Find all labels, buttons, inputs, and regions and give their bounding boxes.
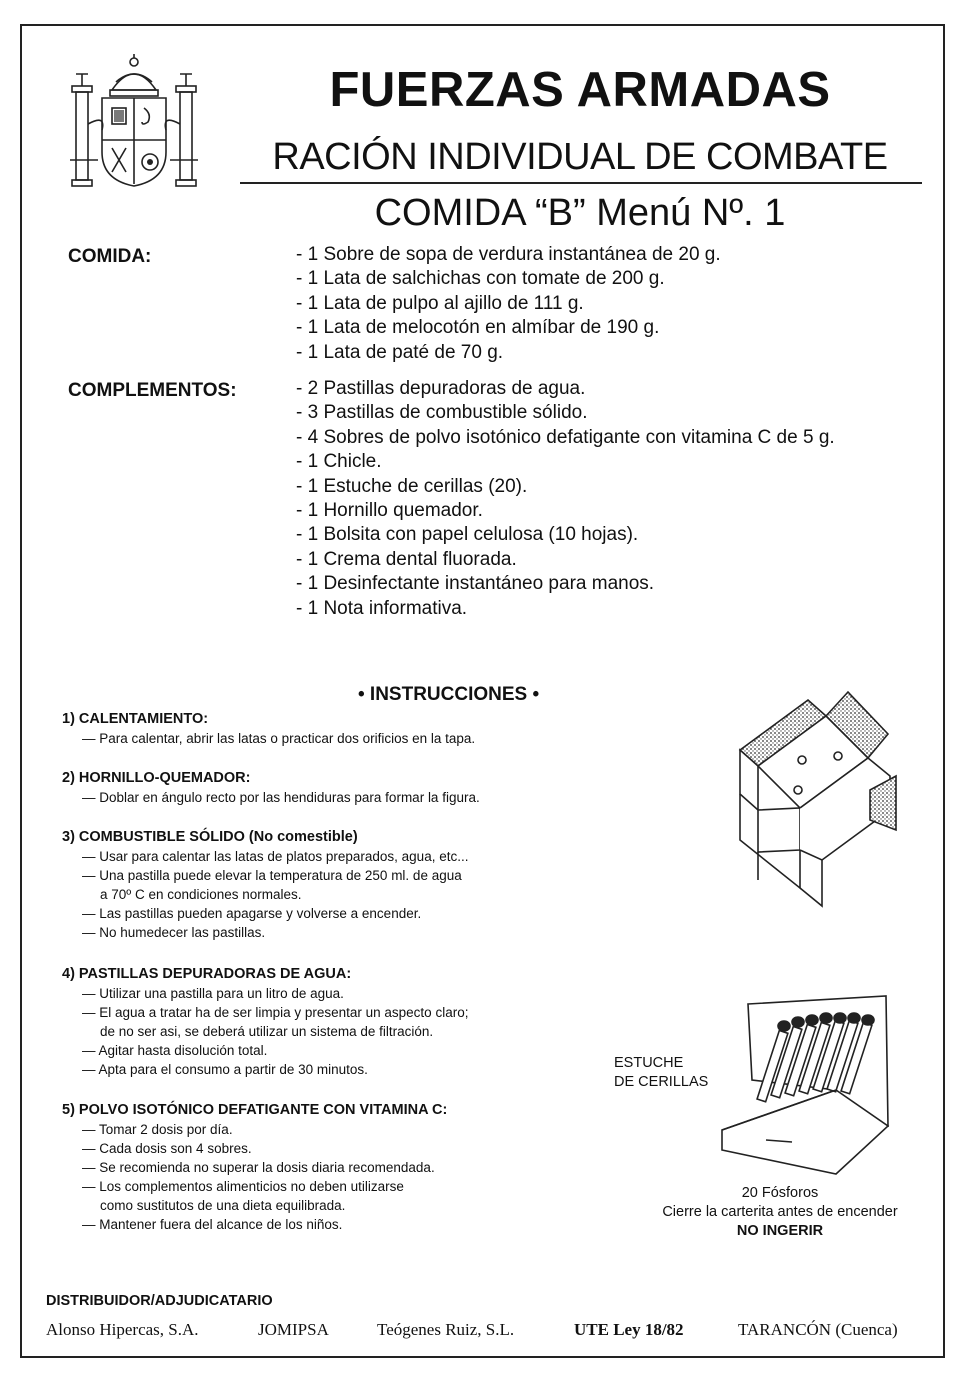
matchbox-caption — [630, 1184, 930, 1241]
instruction-line: — El agua a tratar ha de ser limpia y presentar un aspecto claro; — [82, 1005, 469, 1020]
company-name: Teógenes Ruiz, S.L. — [377, 1320, 515, 1339]
instruction-section — [62, 769, 602, 807]
instruction-line: — Una pastilla puede elevar la temperatura de 250 ml. de agua — [82, 868, 462, 883]
instruction-section — [62, 1101, 602, 1234]
page-title: FUERZAS ARMADAS — [329, 63, 831, 117]
list-item: - 1 Sobre de sopa de verdura instantánea de 20 g. — [296, 244, 721, 265]
comida-label: COMIDA: — [68, 246, 152, 267]
instruction-heading: 5) POLVO ISOTÓNICO DEFATIGANTE CON VITAMINA C: — [62, 1102, 448, 1118]
instruction-line: como sustitutos de una dieta equilibrada. — [100, 1198, 346, 1213]
instruction-heading: 4) PASTILLAS DEPURADORAS DE AGUA: — [62, 966, 352, 982]
instruction-heading: 1) CALENTAMIENTO: — [62, 711, 209, 727]
instructions-title: • INSTRUCCIONES • — [358, 684, 540, 705]
complementos-label: COMPLEMENTOS: — [68, 380, 237, 401]
instruction-line: — Se recomienda no superar la dosis diaria recomendada. — [82, 1160, 435, 1175]
list-item: - 1 Lata de melocotón en almíbar de 190 g. — [296, 317, 660, 339]
match-count: 20 Fósforos — [741, 1185, 819, 1201]
list-item: - 2 Pastillas depuradoras de agua. — [296, 378, 586, 399]
company-name: UTE Ley 18/82 — [574, 1320, 684, 1339]
stove-illustration-icon — [730, 680, 900, 910]
instruction-line: — Tomar 2 dosis por día. — [82, 1122, 233, 1137]
match-warning: NO INGERIR — [736, 1223, 824, 1239]
instruction-line: — Para calentar, abrir las latas o practicar dos orificios en la tapa. — [82, 731, 476, 746]
instruction-line: de no ser asi, se deberá utilizar un sistema de filtración. — [100, 1024, 434, 1039]
list-item: - 3 Pastillas de combustible sólido. — [296, 402, 588, 424]
comida-list — [296, 243, 721, 365]
matchbox-label-line: DE CERILLAS — [614, 1074, 709, 1090]
page-subtitle: RACIÓN INDIVIDUAL DE COMBATE — [272, 136, 888, 178]
list-item: - 1 Lata de salchichas con tomate de 200 g. — [296, 268, 665, 290]
instruction-section — [62, 828, 602, 942]
matchbox-label-line: ESTUCHE — [614, 1055, 684, 1071]
list-item: - 1 Lata de pulpo al ajillo de 111 g. — [296, 292, 584, 314]
instruction-line: — Las pastillas pueden apagarse y volverse a encender. — [82, 906, 422, 921]
list-item: - 1 Crema dental fluorada. — [296, 548, 517, 570]
instruction-line: — Apta para el consumo a partir de 30 minutos. — [82, 1062, 368, 1077]
instruction-line: — Los complementos alimenticios no deben utilizarse — [82, 1179, 404, 1194]
menu-title: COMIDA “B” Menú Nº. 1 — [374, 192, 786, 234]
company-name: Alonso Hipercas, S.A. — [46, 1320, 199, 1339]
list-item: - 1 Hornillo quemador. — [296, 500, 483, 522]
instruction-line: — Mantener fuera del alcance de los niños. — [82, 1217, 343, 1232]
matchbox-illustration-icon — [712, 990, 902, 1180]
instruction-heading: 2) HORNILLO-QUEMADOR: — [62, 770, 251, 786]
instruction-line: — No humedecer las pastillas. — [82, 925, 266, 940]
instruction-line: a 70º C en condiciones normales. — [100, 887, 302, 902]
instruction-line: — Usar para calentar las latas de platos preparados, agua, etc... — [82, 849, 469, 864]
instruction-line: — Doblar en ángulo recto por las hendiduras para formar la figura. — [82, 790, 480, 805]
coat-of-arms-icon — [66, 52, 202, 192]
list-item: - 1 Bolsita con papel celulosa (10 hojas). — [296, 524, 639, 546]
list-item: - 1 Estuche de cerillas (20). — [296, 475, 528, 497]
instruction-line: — Agitar hasta disolución total. — [82, 1043, 268, 1058]
instruction-line: — Utilizar una pastilla para un litro de agua. — [82, 986, 344, 1001]
list-item: - 4 Sobres de polvo isotónico defatigante con vitamina C de 5 g. — [296, 426, 835, 448]
distributor-label: DISTRIBUIDOR/ADJUDICATARIO — [46, 1293, 273, 1309]
match-note: Cierre la carterita antes de encender — [662, 1204, 898, 1220]
list-item: - 1 Desinfectante instantáneo para manos. — [296, 573, 655, 595]
matchbox-label — [614, 1054, 708, 1092]
list-item: - 1 Nota informativa. — [296, 597, 468, 619]
list-item: - 1 Lata de paté de 70 g. — [296, 341, 504, 363]
complementos-list — [296, 377, 835, 621]
instruction-heading: 3) COMBUSTIBLE SÓLIDO (No comestible) — [62, 829, 358, 845]
company-location: TARANCÓN (Cuenca) — [738, 1320, 898, 1339]
header-divider — [240, 182, 922, 184]
instruction-section — [62, 965, 602, 1079]
instruction-section — [62, 710, 602, 748]
instruction-line: — Cada dosis son 4 sobres. — [82, 1141, 252, 1156]
company-name: JOMIPSA — [258, 1320, 329, 1339]
list-item: - 1 Chicle. — [296, 451, 382, 473]
